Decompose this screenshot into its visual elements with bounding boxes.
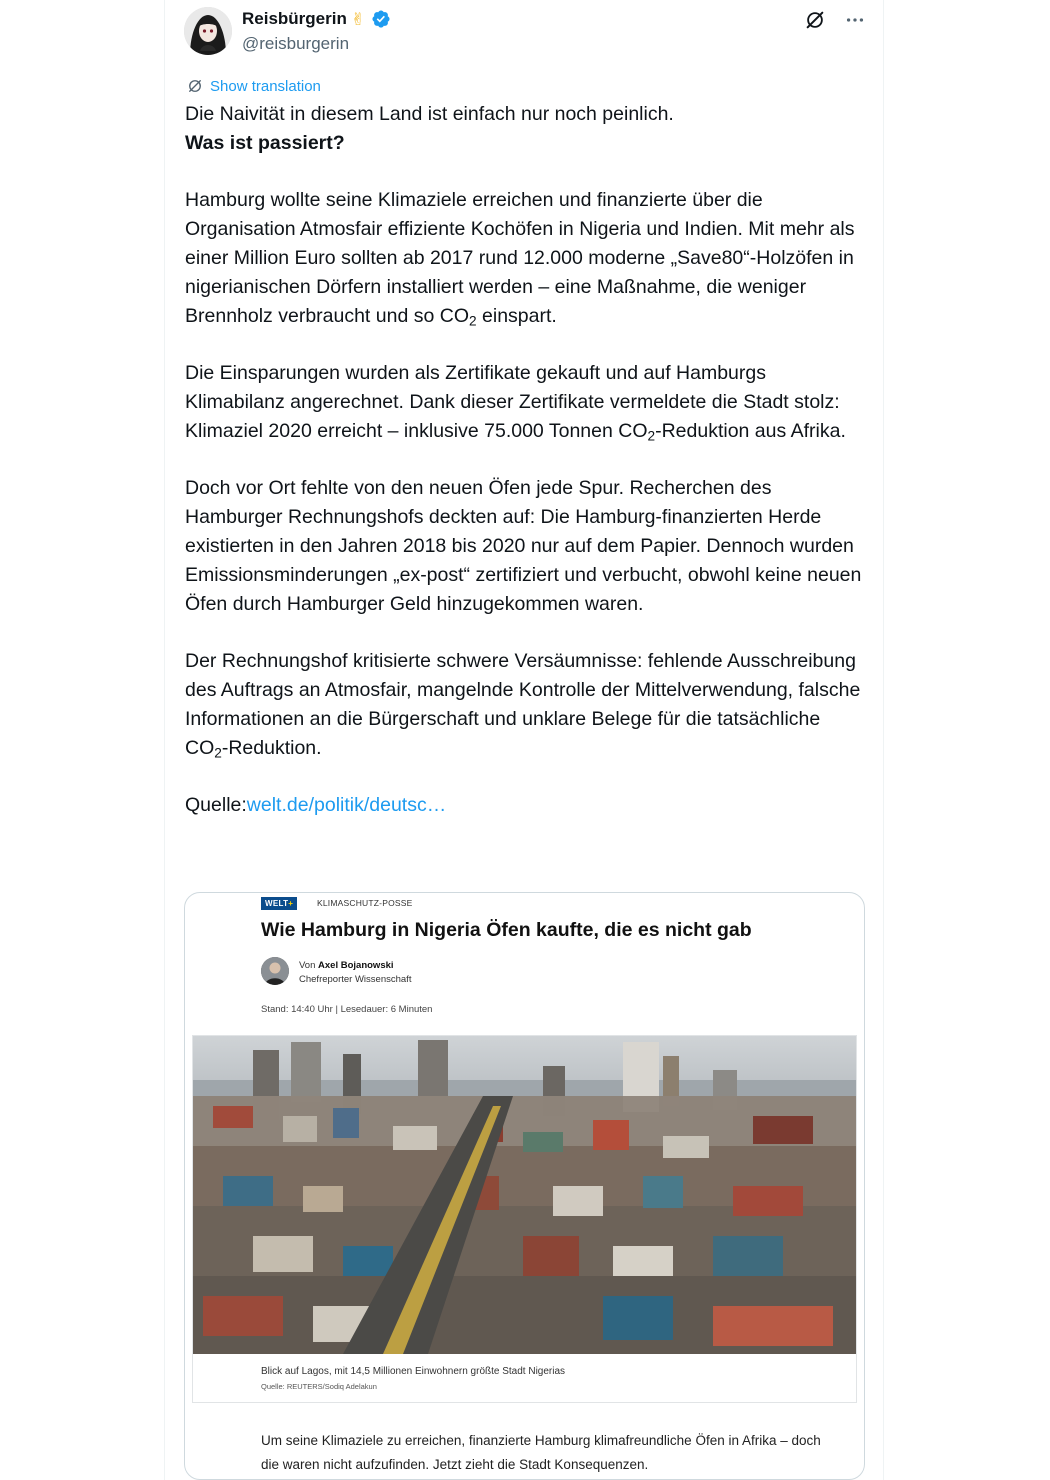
welt-plus-badge: WELT+ — [261, 897, 297, 910]
article-photo-frame — [192, 1035, 857, 1403]
more-dots-icon[interactable] — [842, 8, 868, 32]
tweet-body — [185, 100, 865, 820]
tweet-paragraph-2: Die Einsparungen wurden als Zertifikate gekauft und auf Hamburgs Klimabilanz angerechnet. Dank dieser Zertifikate vermeldete die Stadt stolz: Klimaziel 2020 erreicht – inklusive 75.000 Tonnen $CO_2$-Reduktion aus Afrika. — [185, 362, 846, 444]
lagos-aerial-photo — [193, 1036, 856, 1354]
source-label: Quelle: — [185, 794, 247, 817]
show-translation-label[interactable]: Show translation — [210, 77, 321, 95]
photo-caption: Blick auf Lagos, mit 14,5 Millionen Einwohnern größte Stadt Nigerias — [261, 1366, 566, 1377]
translate-icon — [186, 77, 204, 95]
article-teaser: Um seine Klimaziele zu erreichen, finanzierte Hamburg klimafreundliche Öfen in Afrika – doch die waren nicht aufzufinden. Jetzt zieht die Stadt Konsequenzen. — [261, 1433, 821, 1472]
article-meta: Stand: 14:40 Uhr | Lesedauer: 6 Minuten — [261, 1004, 433, 1015]
article-headline: Wie Hamburg in Nigeria Öfen kaufte, die es nicht gab — [261, 919, 752, 941]
article-author: Von Axel Bojanowski — [299, 960, 394, 971]
article-kicker: KLIMASCHUTZ-POSSE — [317, 898, 413, 908]
photo-credit: Quelle: REUTERS/Sodiq Adelakun — [261, 1382, 377, 1391]
article-author-name: Axel Bojanowski — [318, 960, 394, 971]
tweet-question: Was ist passiert? — [185, 131, 345, 154]
article-card[interactable] — [184, 892, 865, 1480]
article-author-avatar — [261, 957, 289, 985]
author-handle[interactable]: @reisburgerin — [242, 34, 350, 53]
tweet-paragraph-1: Hamburg wollte seine Klimaziele erreichen und finanzierte über die Organisation Atmosfair effiziente Kochöfen in Nigeria und Indien. Mit mehr als einer Million Euro sollten ab 2017 rund 12.000 moderne „Save80“-Holzöfen in nigerianischen Dörfern installiert werden – eine Maßnahme, die weniger Brennholz verbraucht und so $CO_2$ einspart. — [185, 189, 855, 328]
tweet-line-1: Die Naivität in diesem Land ist einfach nur noch peinlich. — [185, 103, 674, 125]
grok-slash-icon[interactable] — [802, 8, 828, 32]
author-display-name[interactable]: Reisbürgerin — [242, 9, 347, 28]
tweet-source — [185, 791, 865, 820]
tweet-paragraph-3: Doch vor Ort fehlte von den neuen Öfen jede Spur. Recherchen des Hamburger Rechnungshofs deckten auf: Die Hamburg-finanzierten Herde existierten in den Jahren 2018 bis 2020 nur auf dem Papier. Dennoch wurden Emissionsminderungen „ex-post“ zertifiziert und verbucht, obwohl keine neuen Öfen durch Hamburger Geld hinzugekommen waren. — [185, 477, 862, 615]
author-name-row[interactable] — [242, 9, 391, 29]
author-avatar[interactable] — [184, 7, 232, 55]
verified-badge-icon[interactable] — [371, 9, 391, 29]
source-link[interactable]: welt.de/politik/deutsc… — [246, 794, 447, 817]
tweet-actions-top — [802, 8, 868, 32]
tweet-paragraph-4: Der Rechnungshof kritisierte schwere Versäumnisse: fehlende Ausschreibung des Auftrags an Atmosfair, mangelnde Kontrolle der Mittelverwendung, falsche Informationen an die Bürgerschaft und unklare Belege für die tatsächliche $CO_2$-Reduktion. — [185, 650, 861, 760]
victory-hand-emoji: ✌ — [350, 9, 366, 29]
avatar-image — [184, 7, 232, 55]
show-translation-link[interactable] — [186, 77, 321, 95]
article-author-role: Chefreporter Wissenschaft — [299, 974, 412, 985]
